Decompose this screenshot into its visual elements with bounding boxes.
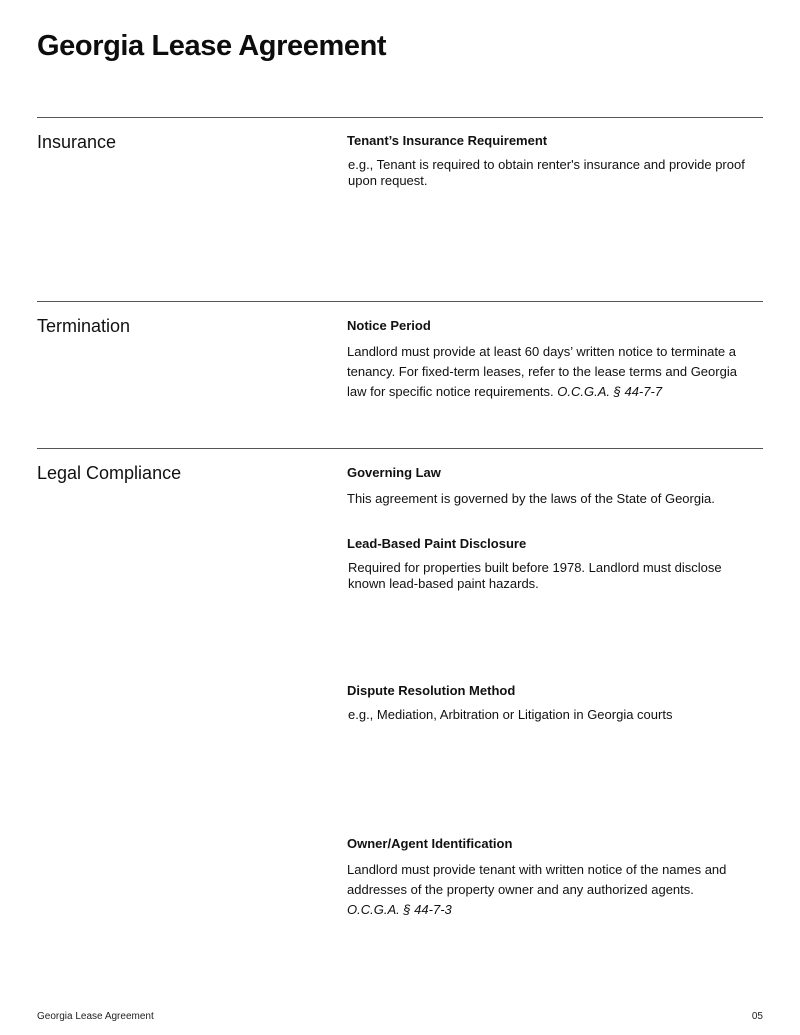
lead-paint-field [347, 536, 757, 594]
legal-compliance-heading: Legal Compliance [37, 463, 182, 483]
termination-heading: Termination [37, 316, 131, 336]
lead-paint-input[interactable]: Required for properties built before 1978. Landlord must disclose known lead-based paint hazards. [348, 560, 722, 591]
insurance-requirement-label: Tenant’s Insurance Requirement [347, 133, 548, 148]
notice-period-text [347, 342, 757, 402]
owner-agent-citation: O.C.G.A. § 44-7-3 [347, 902, 452, 917]
owner-agent-field [347, 836, 742, 920]
footer-title: Georgia Lease Agreement [37, 1011, 154, 1022]
insurance-section [37, 117, 763, 302]
legal-compliance-section [37, 448, 763, 949]
lead-paint-label: Lead-Based Paint Disclosure [347, 536, 527, 551]
notice-period-body: Landlord must provide at least 60 days’ written notice to terminate a tenancy. For fixed-term leases, refer to the lease terms and Georgia law for specific notice requirements. [347, 344, 737, 399]
notice-period-citation: O.C.G.A. § 44-7-7 [557, 384, 663, 399]
owner-agent-body: Landlord must provide tenant with written notice of the names and addresses of the property owner and any authorized agents. [347, 862, 727, 897]
insurance-requirement-input[interactable]: e.g., Tenant is required to obtain renter's insurance and provide proof upon request. [348, 157, 745, 188]
owner-agent-text [347, 860, 742, 920]
termination-section [37, 301, 763, 449]
owner-agent-label: Owner/Agent Identification [347, 836, 513, 851]
governing-law-text: This agreement is governed by the laws of the State of Georgia. [347, 491, 715, 506]
insurance-heading: Insurance [37, 132, 117, 152]
notice-period-field [347, 318, 757, 402]
dispute-resolution-field [347, 683, 757, 741]
dispute-resolution-input[interactable]: e.g., Mediation, Arbitration or Litigation in Georgia courts [348, 707, 673, 722]
notice-period-label: Notice Period [347, 318, 431, 333]
page-title: Georgia Lease Agreement [37, 30, 387, 62]
footer-page-number: 05 [751, 1011, 763, 1022]
insurance-requirement-field [347, 133, 757, 191]
dispute-resolution-label: Dispute Resolution Method [347, 683, 516, 698]
governing-law-label: Governing Law [347, 465, 441, 480]
governing-law-field [347, 465, 757, 509]
